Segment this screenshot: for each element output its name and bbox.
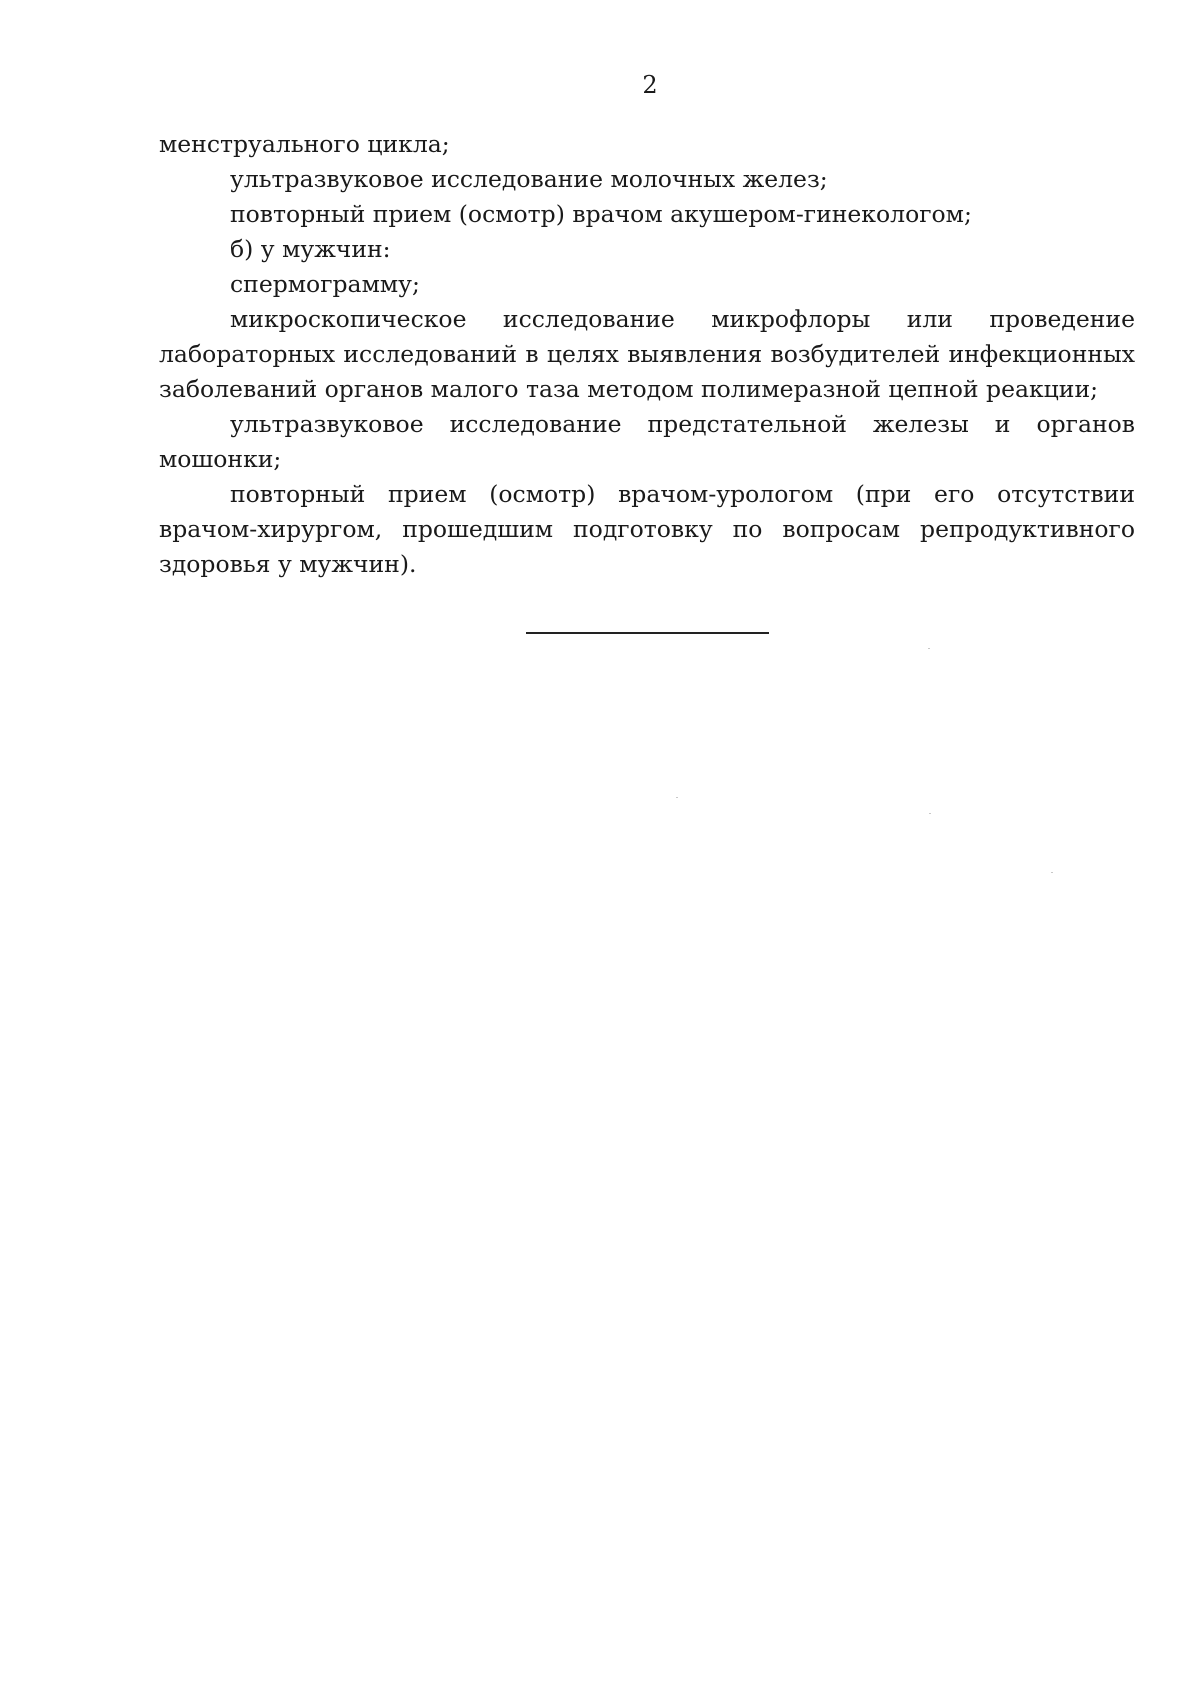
paragraph-microflora-study: микроскопическое исследование микрофлоры или проведение лабораторных исследований в целях выявления возбудителей инфекционных заболеваний органов малого таза методом полимеразной цепной реакции; xyxy=(159,305,1135,403)
scan-speck xyxy=(929,813,931,814)
scan-speck xyxy=(928,648,930,649)
scan-speck xyxy=(1051,872,1053,873)
document-body xyxy=(159,127,1135,582)
scan-speck xyxy=(676,797,678,798)
paragraph-spermogram: спермограмму; xyxy=(230,270,420,298)
paragraph-continuation: менструального цикла; xyxy=(159,130,450,158)
paragraph-urologist-visit: повторный прием (осмотр) врачом-урологом (при его отсутствии врачом-хирургом, прошедшим подготовку по вопросам репродуктивного здоровья у мужчин). xyxy=(159,480,1135,578)
closing-rule xyxy=(526,632,769,634)
page-number: 2 xyxy=(642,71,658,99)
paragraph-gynecologist-visit: повторный прием (осмотр) врачом акушером-гинекологом; xyxy=(230,200,972,228)
paragraph-prostate-ultrasound: ультразвуковое исследование предстательной железы и органов мошонки; xyxy=(159,410,1135,473)
paragraph-men-heading: б) у мужчин: xyxy=(230,235,391,263)
paragraph-breast-ultrasound: ультразвуковое исследование молочных желез; xyxy=(230,165,828,193)
